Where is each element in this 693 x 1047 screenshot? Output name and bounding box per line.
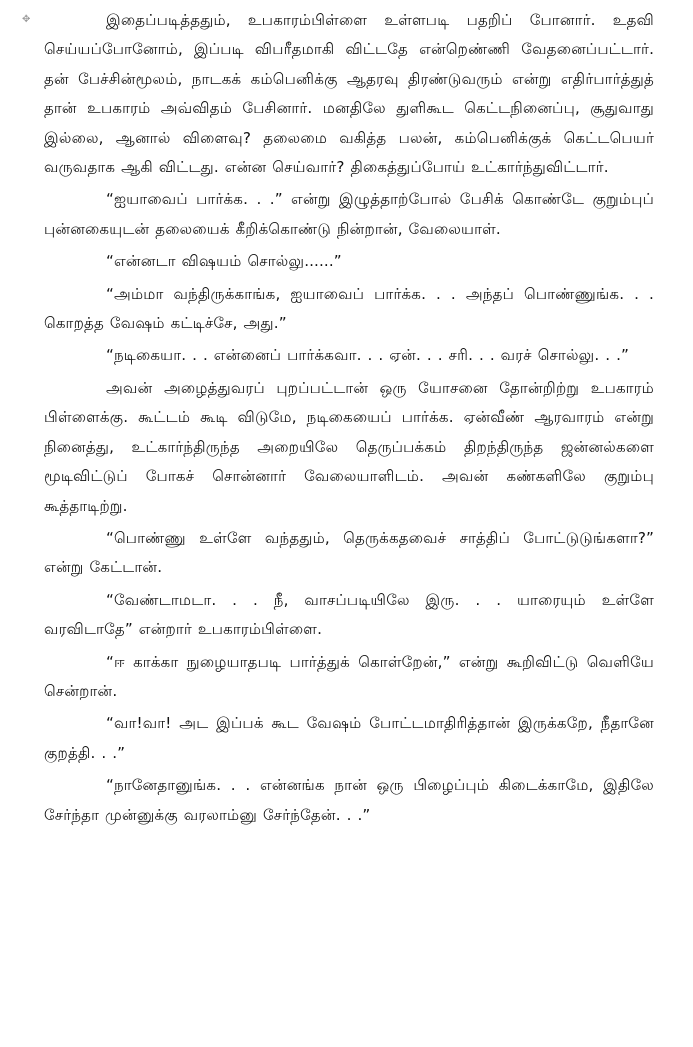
- document-page: [44, 6, 654, 833]
- paragraph: “நடிகையா. . . என்னைப் பார்க்கவா. . . ஏன். . . சரி. . . வரச் சொல்லு. . .”: [106, 346, 630, 365]
- paragraph: “வா!வா! அட இப்பக் கூட வேஷம் போட்டமாதிரித்தான் இருக்கறே, நீதானே குறத்தி. . .”: [44, 714, 654, 762]
- paragraph: இதைப்படித்ததும், உபகாரம்பிள்ளை உள்ளபடி பதறிப் போனார். உதவி செய்யப்போனோம், இப்படி விபரீதமாகி விட்டதே என்றெண்ணி வேதனைப்பட்டார். தன் பேச்சின்மூலம், நாடகக் கம்பெனிக்கு ஆதரவு திரண்டுவரும் என்று எதிர்பார்த்துத் தான் உபகாரம் அவ்விதம் பேசினார். மனதிலே துளிகூட கெட்டநினைப்பு, சூதுவாது இல்லை, ஆனால் விளைவு? தலைமை வகித்த பலன், கம்பெனிக்குக் கெட்டபெயர் வருவதாக ஆகி விட்டது. என்ன செய்வார்? திகைத்துப்போய் உட்கார்ந்துவிட்டார்.: [44, 11, 654, 177]
- paragraph: “பொண்ணு உள்ளே வந்ததும், தெருக்கதவைச் சாத்திப் போட்டுடுங்களா?” என்று கேட்டான்.: [44, 528, 654, 577]
- scan-speck-mark: ✥: [22, 14, 31, 25]
- paragraph: “அம்மா வந்திருக்காங்க, ஐயாவைப் பார்க்க. . . அந்தப் பொண்ணுங்க. . . கொறத்த வேஷம் கட்டிச்சே, அது.”: [44, 284, 654, 333]
- paragraph: “வேண்டாமடா. . . நீ, வாசப்படியிலே இரு. . . யாரையும் உள்ளே வரவிடாதே” என்றார் உபகாரம்பிள்ளை.: [44, 590, 654, 639]
- paragraph: “நானேதானுங்க. . . என்னங்க நான் ஒரு பிழைப்பும் கிடைக்காமே, இதிலே சேர்ந்தா முன்னுக்கு வரலாம்னு சேர்ந்தேன். . .”: [44, 776, 654, 824]
- paragraph: “ஐயாவைப் பார்க்க. . .” என்று இழுத்தாற்போல் பேசிக் கொண்டே குறும்புப் புன்னகையுடன் தலையைக் கீறிக்கொண்டு நின்றான், வேலையாள்.: [44, 190, 654, 238]
- paragraph: “ஈ காக்கா நுழையாதபடி பார்த்துக் கொள்றேன்,” என்று கூறிவிட்டு வெளியே சென்றான்.: [44, 652, 654, 700]
- paragraph: அவன் அழைத்துவரப் புறப்பட்டான் ஒரு யோசனை தோன்றிற்று உபகாரம் பிள்ளைக்கு. கூட்டம் கூடி விடுமே, நடிகையைப் பார்க்க. ஏன்வீண் ஆரவாரம் என்று நினைத்து, உட்கார்ந்திருந்த அறையிலே தெருப்பக்கம் திறந்திருந்த ஜன்னல்களை மூடிவிட்டுப் போகச் சொன்னார் வேலையாளிடம். அவன் கண்களிலே குறும்பு கூத்தாடிற்று.: [44, 378, 654, 515]
- paragraph: “என்னடா விஷயம் சொல்லு......”: [106, 252, 342, 271]
